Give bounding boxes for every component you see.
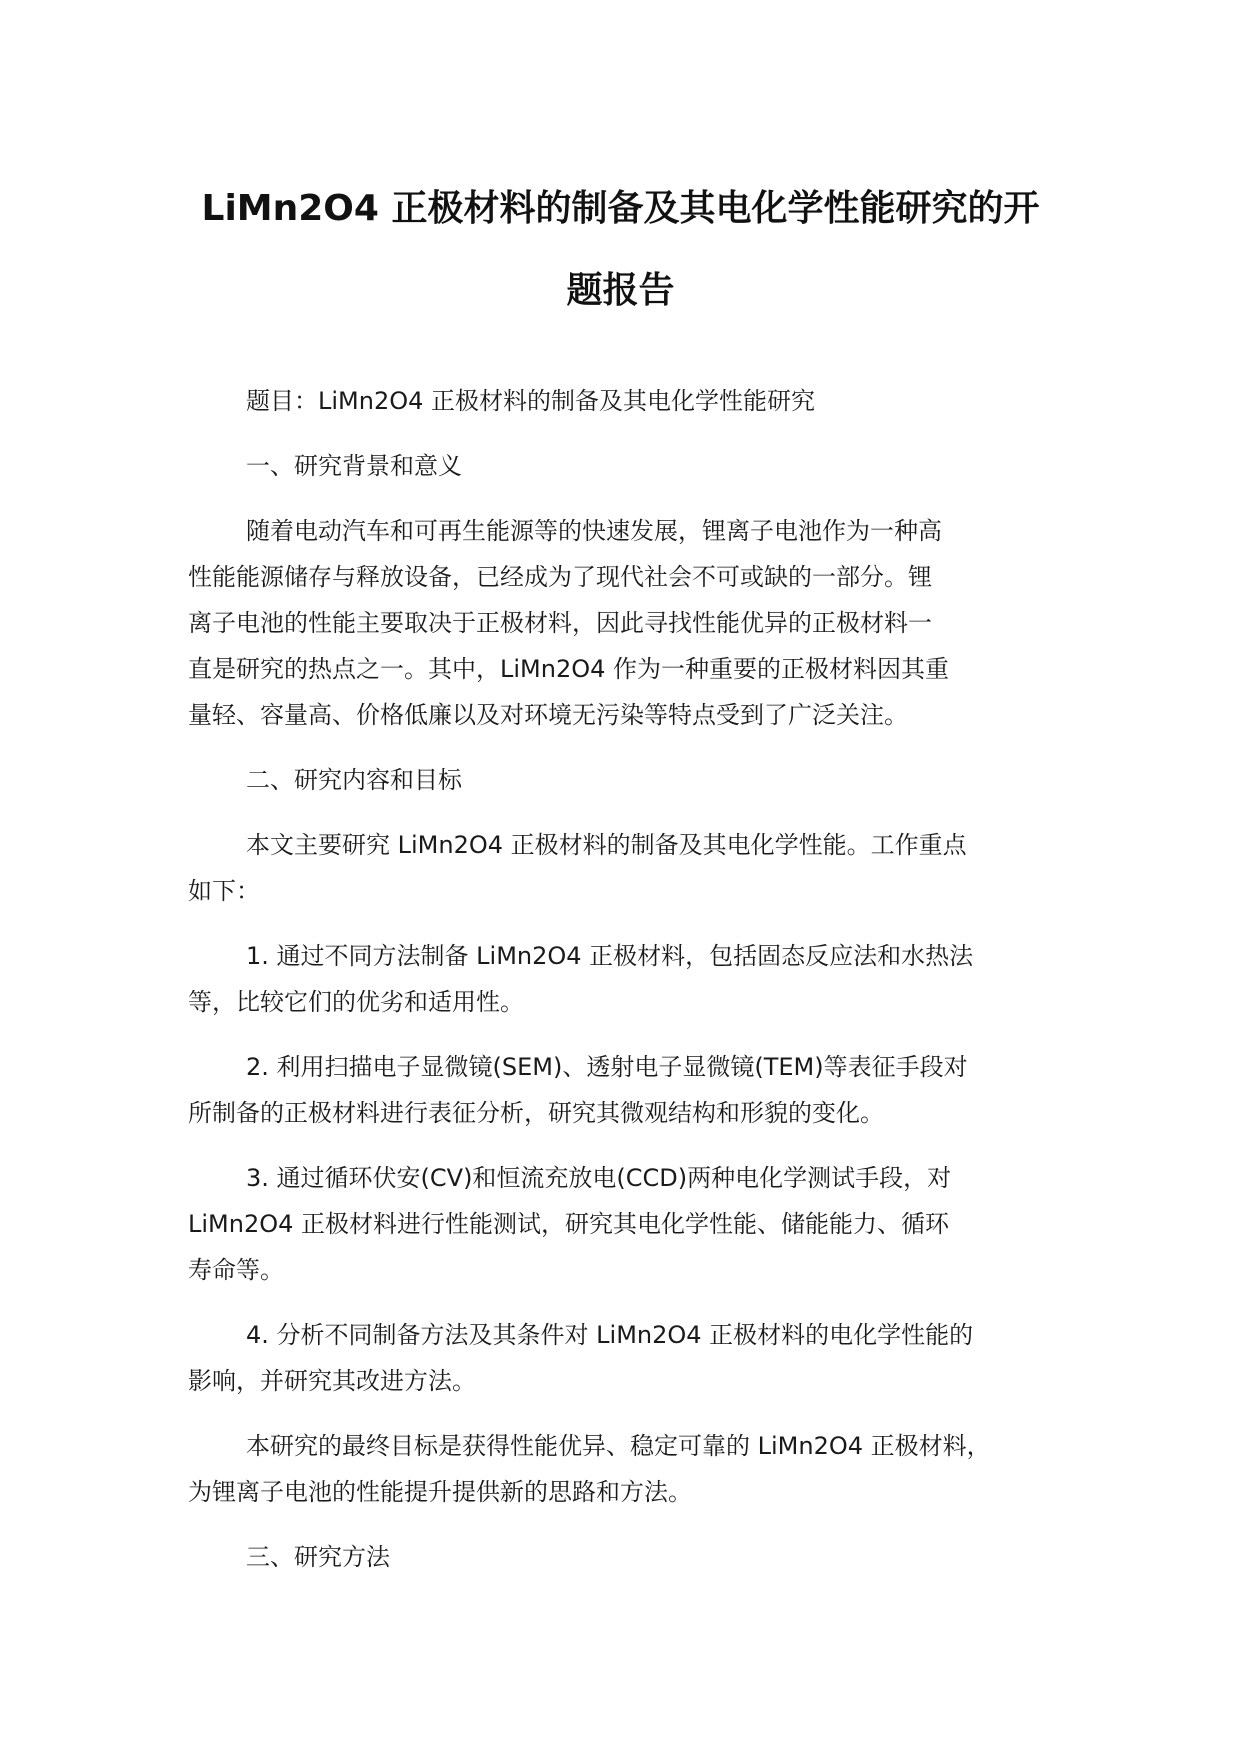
section-heading-text: 三、研究方法 <box>246 1543 390 1571</box>
section-heading <box>188 443 1050 489</box>
topic-paragraph <box>188 378 1050 424</box>
title-line: 题报告 <box>566 270 675 311</box>
list-item-line: 等，比较它们的优劣和适用性。 <box>188 988 524 1016</box>
list-item-line: 1. 通过不同方法制备 LiMn2O4 正极材料，包括固态反应法和水热法 <box>246 942 974 970</box>
list-item <box>188 1312 1050 1404</box>
list-item <box>188 933 1050 1025</box>
section-heading <box>188 757 1050 803</box>
list-item-line: 寿命等。 <box>188 1256 284 1284</box>
list-item-line: 3. 通过循环伏安(CV)和恒流充放电(CCD)两种电化学测试手段，对 <box>246 1164 952 1192</box>
paragraph-line: 性能能源储存与释放设备，已经成为了现代社会不可或缺的一部分。锂 <box>188 563 932 591</box>
paragraph-line: 直是研究的热点之一。其中，LiMn2O4 作为一种重要的正极材料因其重 <box>188 655 950 683</box>
paragraph-line: 离子电池的性能主要取决于正极材料，因此寻找性能优异的正极材料一 <box>188 609 932 637</box>
paragraph-line: 随着电动汽车和可再生能源等的快速发展，锂离子电池作为一种高 <box>246 517 942 545</box>
paragraph-line: 本研究的最终目标是获得性能优异、稳定可靠的 LiMn2O4 正极材料， <box>246 1432 991 1460</box>
section-heading-text: 一、研究背景和意义 <box>246 452 462 480</box>
background-paragraph <box>188 508 1050 738</box>
list-item-line: 2. 利用扫描电子显微镜(SEM)、透射电子显微镜(TEM)等表征手段对 <box>246 1053 968 1081</box>
list-item <box>188 1044 1050 1136</box>
list-item-line: LiMn2O4 正极材料进行性能测试，研究其电化学性能、储能能力、循环 <box>188 1210 950 1238</box>
list-item <box>188 1155 1050 1293</box>
list-item-line: 4. 分析不同制备方法及其条件对 LiMn2O4 正极材料的电化学性能的 <box>246 1321 974 1349</box>
paragraph-line: 量轻、容量高、价格低廉以及对环境无污染等特点受到了广泛关注。 <box>188 701 908 729</box>
goal-paragraph <box>188 1423 1050 1515</box>
paragraph-line: 本文主要研究 LiMn2O4 正极材料的制备及其电化学性能。工作重点 <box>246 831 967 859</box>
paragraph-line: 为锂离子电池的性能提升提供新的思路和方法。 <box>188 1478 692 1506</box>
title-line: LiMn2O4 正极材料的制备及其电化学性能研究的开 <box>201 188 1040 229</box>
document-title <box>150 168 1091 332</box>
section-heading-text: 二、研究内容和目标 <box>246 766 462 794</box>
document-body <box>188 378 1050 1599</box>
topic-line: 题目：LiMn2O4 正极材料的制备及其电化学性能研究 <box>246 387 816 415</box>
paragraph-line: 如下： <box>188 877 260 905</box>
list-item-line: 影响，并研究其改进方法。 <box>188 1367 476 1395</box>
section-heading <box>188 1534 1050 1580</box>
list-item-line: 所制备的正极材料进行表征分析，研究其微观结构和形貌的变化。 <box>188 1099 884 1127</box>
content-intro-paragraph <box>188 822 1050 914</box>
